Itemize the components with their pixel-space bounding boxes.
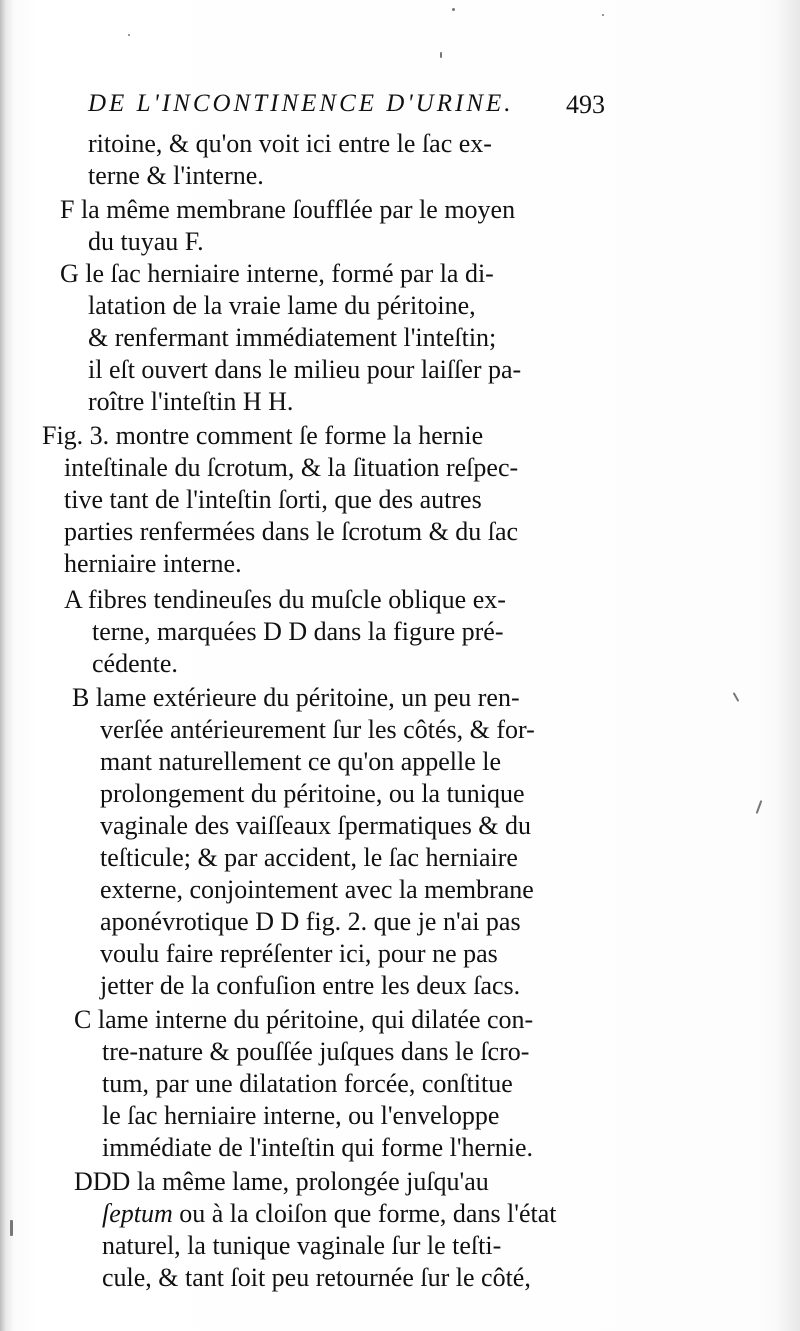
text-line: Fig. 3. montre comment ſe forme la hernie	[42, 421, 484, 450]
text-line: DDD la même lame, prolongée juſqu'au	[74, 1167, 489, 1196]
text-line: verſée antérieurement ſur les côtés, & for-	[100, 715, 535, 744]
text-line: terne & l'interne.	[88, 161, 264, 190]
page-number: 493	[566, 90, 605, 119]
text-line: du tuyau F.	[88, 227, 204, 256]
page-edge-shadow	[778, 0, 800, 1331]
text-line: inteſtinale du ſcrotum, & la ſituation reſpec-	[64, 453, 519, 482]
text-line: tum, par une dilatation forcée, conſtitue	[102, 1069, 513, 1098]
text-line: prolongement du péritoine, ou la tunique	[100, 779, 525, 808]
text-line: le ſac herniaire interne, ou l'enveloppe	[102, 1101, 500, 1130]
text-line: jetter de la confuſion entre les deux ſacs.	[100, 971, 521, 1000]
text-line: aponévrotique D D fig. 2. que je n'ai pas	[100, 907, 521, 936]
text-line: vaginale des vaiſſeaux ſpermatiques & du	[100, 811, 532, 840]
text-line: terne, marquées D D dans la figure pré-	[92, 617, 504, 646]
speck	[602, 14, 604, 16]
text-line: herniaire interne.	[64, 549, 242, 578]
text-line-rest: ou à la cloiſon que forme, dans l'état	[172, 1199, 557, 1228]
text-line: voulu faire repréſenter ici, pour ne pas	[100, 939, 498, 968]
text-line: B lame extérieure du péritoine, un peu ren-	[72, 683, 520, 712]
speck	[440, 52, 442, 58]
text-line: externe, conjointement avec la membrane	[100, 875, 534, 904]
speck	[128, 34, 130, 36]
text-line: & renfermant immédiatement l'inteſtin;	[88, 323, 497, 352]
text-line: tive tant de l'inteſtin ſorti, que des autres	[64, 485, 482, 514]
text-line: mant naturellement ce qu'on appelle le	[100, 747, 502, 776]
text-line: naturel, la tunique vaginale ſur le teſti-	[102, 1231, 502, 1260]
text-line: teſticule; & par accident, le ſac herniaire	[100, 843, 518, 872]
text-line: A fibres tendineuſes du muſcle oblique ex-	[64, 585, 506, 614]
text-line: F la même membrane ſoufflée par le moyen	[60, 195, 516, 224]
text-line: C lame interne du péritoine, qui dilatée con-	[74, 1005, 534, 1034]
speck	[756, 800, 763, 814]
running-title: DE L'INCONTINENCE D'URINE.	[88, 90, 514, 117]
text-line: tre-nature & pouſſée juſques dans le ſcro-	[102, 1037, 530, 1066]
text-line: ritoine, & qu'on voit ici entre le ſac ex-	[88, 129, 492, 158]
text-line: roître l'inteſtin H H.	[88, 387, 294, 416]
speck	[452, 8, 455, 11]
text-line: latation de la vraie lame du péritoine,	[88, 291, 476, 320]
text-line: G le ſac herniaire interne, formé par la di-	[60, 259, 494, 288]
speck	[733, 692, 740, 702]
text-line	[102, 1198, 557, 1230]
text-line: cédente.	[92, 649, 178, 678]
italic-term-septum: ſeptum	[102, 1199, 173, 1228]
text-line: parties renfermées dans le ſcrotum & du ſac	[64, 517, 519, 546]
text-line: il eſt ouvert dans le milieu pour laiſſer pa-	[88, 355, 522, 384]
text-line: cule, & tant ſoit peu retournée ſur le côté,	[102, 1263, 531, 1292]
speck	[10, 1220, 13, 1236]
text-line: immédiate de l'inteſtin qui forme l'hernie.	[102, 1133, 534, 1162]
